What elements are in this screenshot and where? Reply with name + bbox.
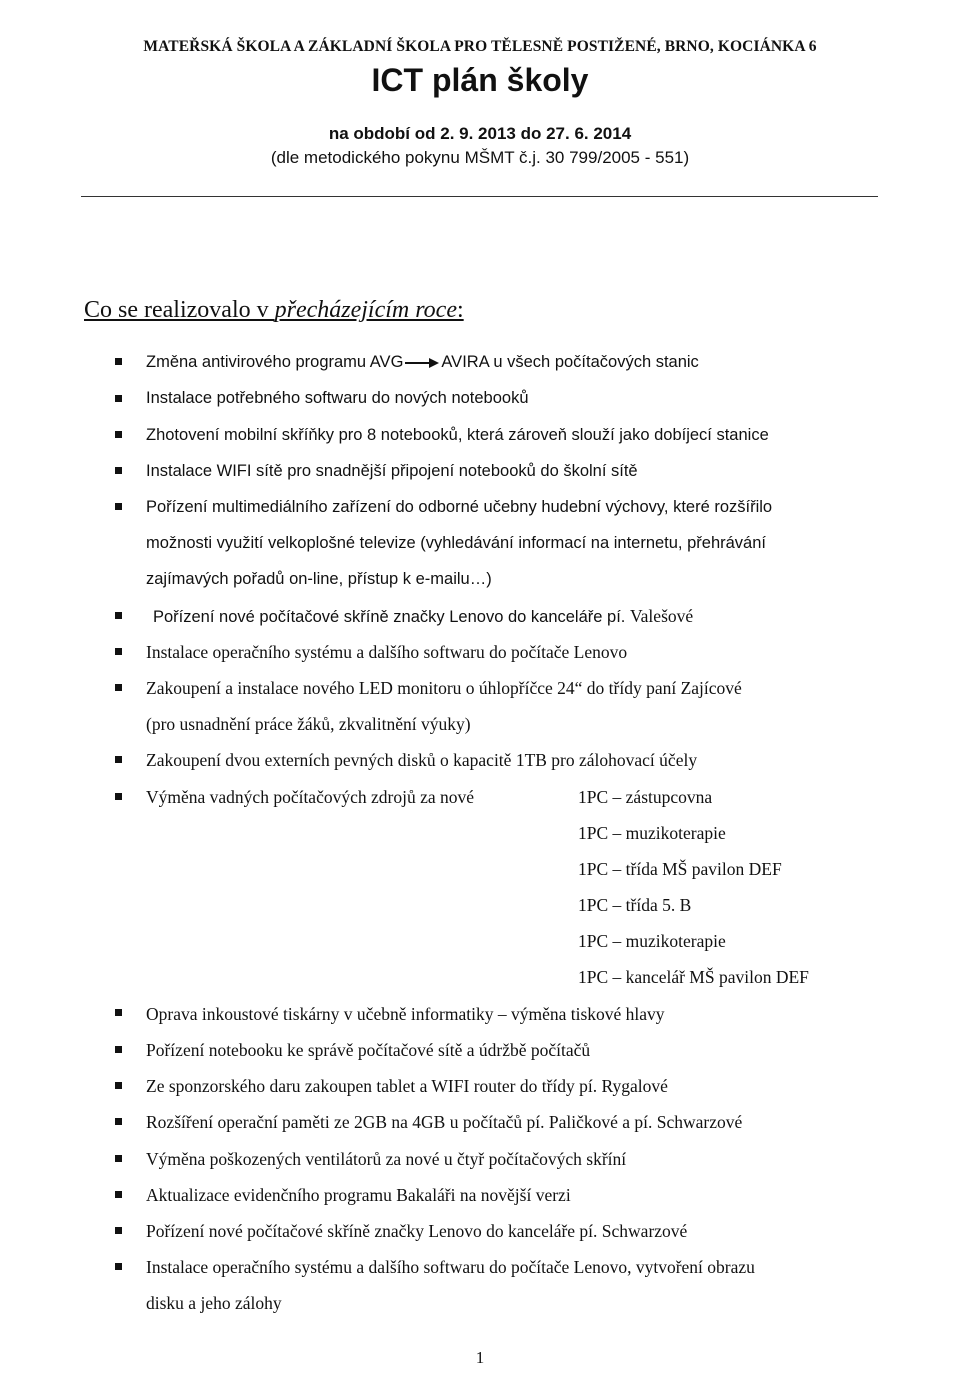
list-item: Aktualizace evidenčního programu Bakaláři na novější verzi bbox=[146, 1185, 571, 1205]
list-item: Pořízení notebooku ke správě počítačové sítě a údržbě počítačů bbox=[146, 1040, 591, 1060]
pc-list-item: 1PC – třída MŠ pavilon DEF bbox=[578, 859, 782, 879]
bullet-icon bbox=[115, 467, 122, 474]
list-item bbox=[146, 344, 891, 380]
bullet-icon bbox=[115, 1191, 122, 1198]
document-title: ICT plán školy bbox=[371, 62, 589, 98]
bullet-icon bbox=[115, 1046, 122, 1053]
bullet-icon bbox=[115, 395, 122, 402]
plan-period: na období od 2. 9. 2013 do 27. 6. 2014 bbox=[328, 124, 632, 143]
bullet-icon bbox=[115, 756, 122, 763]
bullet-icon bbox=[115, 648, 122, 655]
list-item: Instalace operačního systému a dalšího softwaru do počítače Lenovo bbox=[146, 642, 628, 662]
school-name: MATEŘSKÁ ŠKOLA A ZÁKLADNÍ ŠKOLA PRO TĚLESNĚ POSTIŽENÉ, BRNO, KOCIÁNKA 6 bbox=[143, 38, 817, 55]
heading-italic: přecházejícím roce bbox=[274, 297, 457, 323]
item-text: AVIRA u všech počítačových stanic bbox=[441, 353, 699, 371]
bullet-icon bbox=[115, 793, 122, 800]
list-item: Zakoupení a instalace nového LED monitoru o úhlopříčce 24“ do třídy paní Zajícové bbox=[146, 678, 742, 698]
bullet-icon bbox=[115, 1227, 122, 1234]
list-item: Rozšíření operační paměti ze 2GB na 4GB u počítačů pí. Paličkové a pí. Schwarzové bbox=[146, 1112, 743, 1132]
list-item-continuation: disku a jeho zálohy bbox=[146, 1293, 282, 1313]
list-item-continuation: (pro usnadnění práce žáků, zkvalitnění výuky) bbox=[146, 714, 471, 734]
item-text: Změna antivirového programu AVG bbox=[146, 353, 404, 371]
heading-prefix: Co se realizovalo v bbox=[84, 297, 275, 323]
section-heading bbox=[84, 297, 464, 324]
list-item-continuation: možnosti využití velkoplošné televize (vyhledávání informací na internetu, přehrávání bbox=[146, 534, 766, 552]
list-item: Instalace potřebného softwaru do nových notebooků bbox=[146, 389, 529, 407]
bullet-icon bbox=[115, 503, 122, 510]
bullet-icon bbox=[115, 1009, 122, 1016]
list-item: Oprava inkoustové tiskárny v učebně informatiky – výměna tiskové hlavy bbox=[146, 1004, 665, 1024]
bullet-icon bbox=[115, 684, 122, 691]
bullet-icon bbox=[115, 1082, 122, 1089]
item-text: Valešové bbox=[629, 606, 694, 626]
bullet-icon bbox=[115, 1263, 122, 1270]
item-text: Pořízení nové počítačové skříně značky Lenovo do kanceláře pí. bbox=[153, 608, 626, 626]
list-item: Ze sponzorského daru zakoupen tablet a WIFI router do třídy pí. Rygalové bbox=[146, 1076, 668, 1096]
pc-list-item: 1PC – muzikoterapie bbox=[578, 823, 726, 843]
page-number: 1 bbox=[475, 1348, 485, 1367]
arrow-right-icon bbox=[405, 357, 439, 369]
header-divider bbox=[81, 196, 878, 197]
heading-suffix: : bbox=[457, 297, 464, 323]
pc-list-item: 1PC – muzikoterapie bbox=[578, 931, 726, 951]
list-item: Pořízení multimediálního zařízení do odborné učebny hudební výchovy, které rozšířilo bbox=[146, 498, 773, 516]
list-item: Výměna vadných počítačových zdrojů za nové bbox=[146, 787, 474, 807]
list-item bbox=[153, 598, 898, 635]
pc-list-item: 1PC – zástupcovna bbox=[578, 787, 713, 807]
list-item-continuation: zajímavých pořadů on-line, přístup k e-mailu…) bbox=[146, 570, 492, 588]
pc-list-item: 1PC – kancelář MŠ pavilon DEF bbox=[578, 967, 809, 987]
bullet-icon bbox=[115, 612, 122, 619]
bullet-icon bbox=[115, 1155, 122, 1162]
list-item: Zakoupení dvou externích pevných disků o kapacitě 1TB pro zálohovací účely bbox=[146, 750, 698, 770]
list-item: Výměna poškozených ventilátorů za nové u čtyř počítačových skříní bbox=[146, 1149, 627, 1169]
list-item: Pořízení nové počítačové skříně značky Lenovo do kanceláře pí. Schwarzové bbox=[146, 1221, 688, 1241]
list-item: Instalace operačního systému a dalšího softwaru do počítače Lenovo, vytvoření obrazu bbox=[146, 1257, 755, 1277]
bullet-icon bbox=[115, 1118, 122, 1125]
reference-note: (dle metodického pokynu MŠMT č.j. 30 799/2005 - 551) bbox=[270, 148, 690, 167]
list-item: Zhotovení mobilní skříňky pro 8 notebooků, která zároveň slouží jako dobíjecí stanice bbox=[146, 426, 769, 444]
bullet-icon bbox=[115, 431, 122, 438]
bullet-icon bbox=[115, 358, 122, 365]
list-item: Instalace WIFI sítě pro snadnější připojení notebooků do školní sítě bbox=[146, 462, 638, 480]
pc-list-item: 1PC – třída 5. B bbox=[578, 895, 692, 915]
